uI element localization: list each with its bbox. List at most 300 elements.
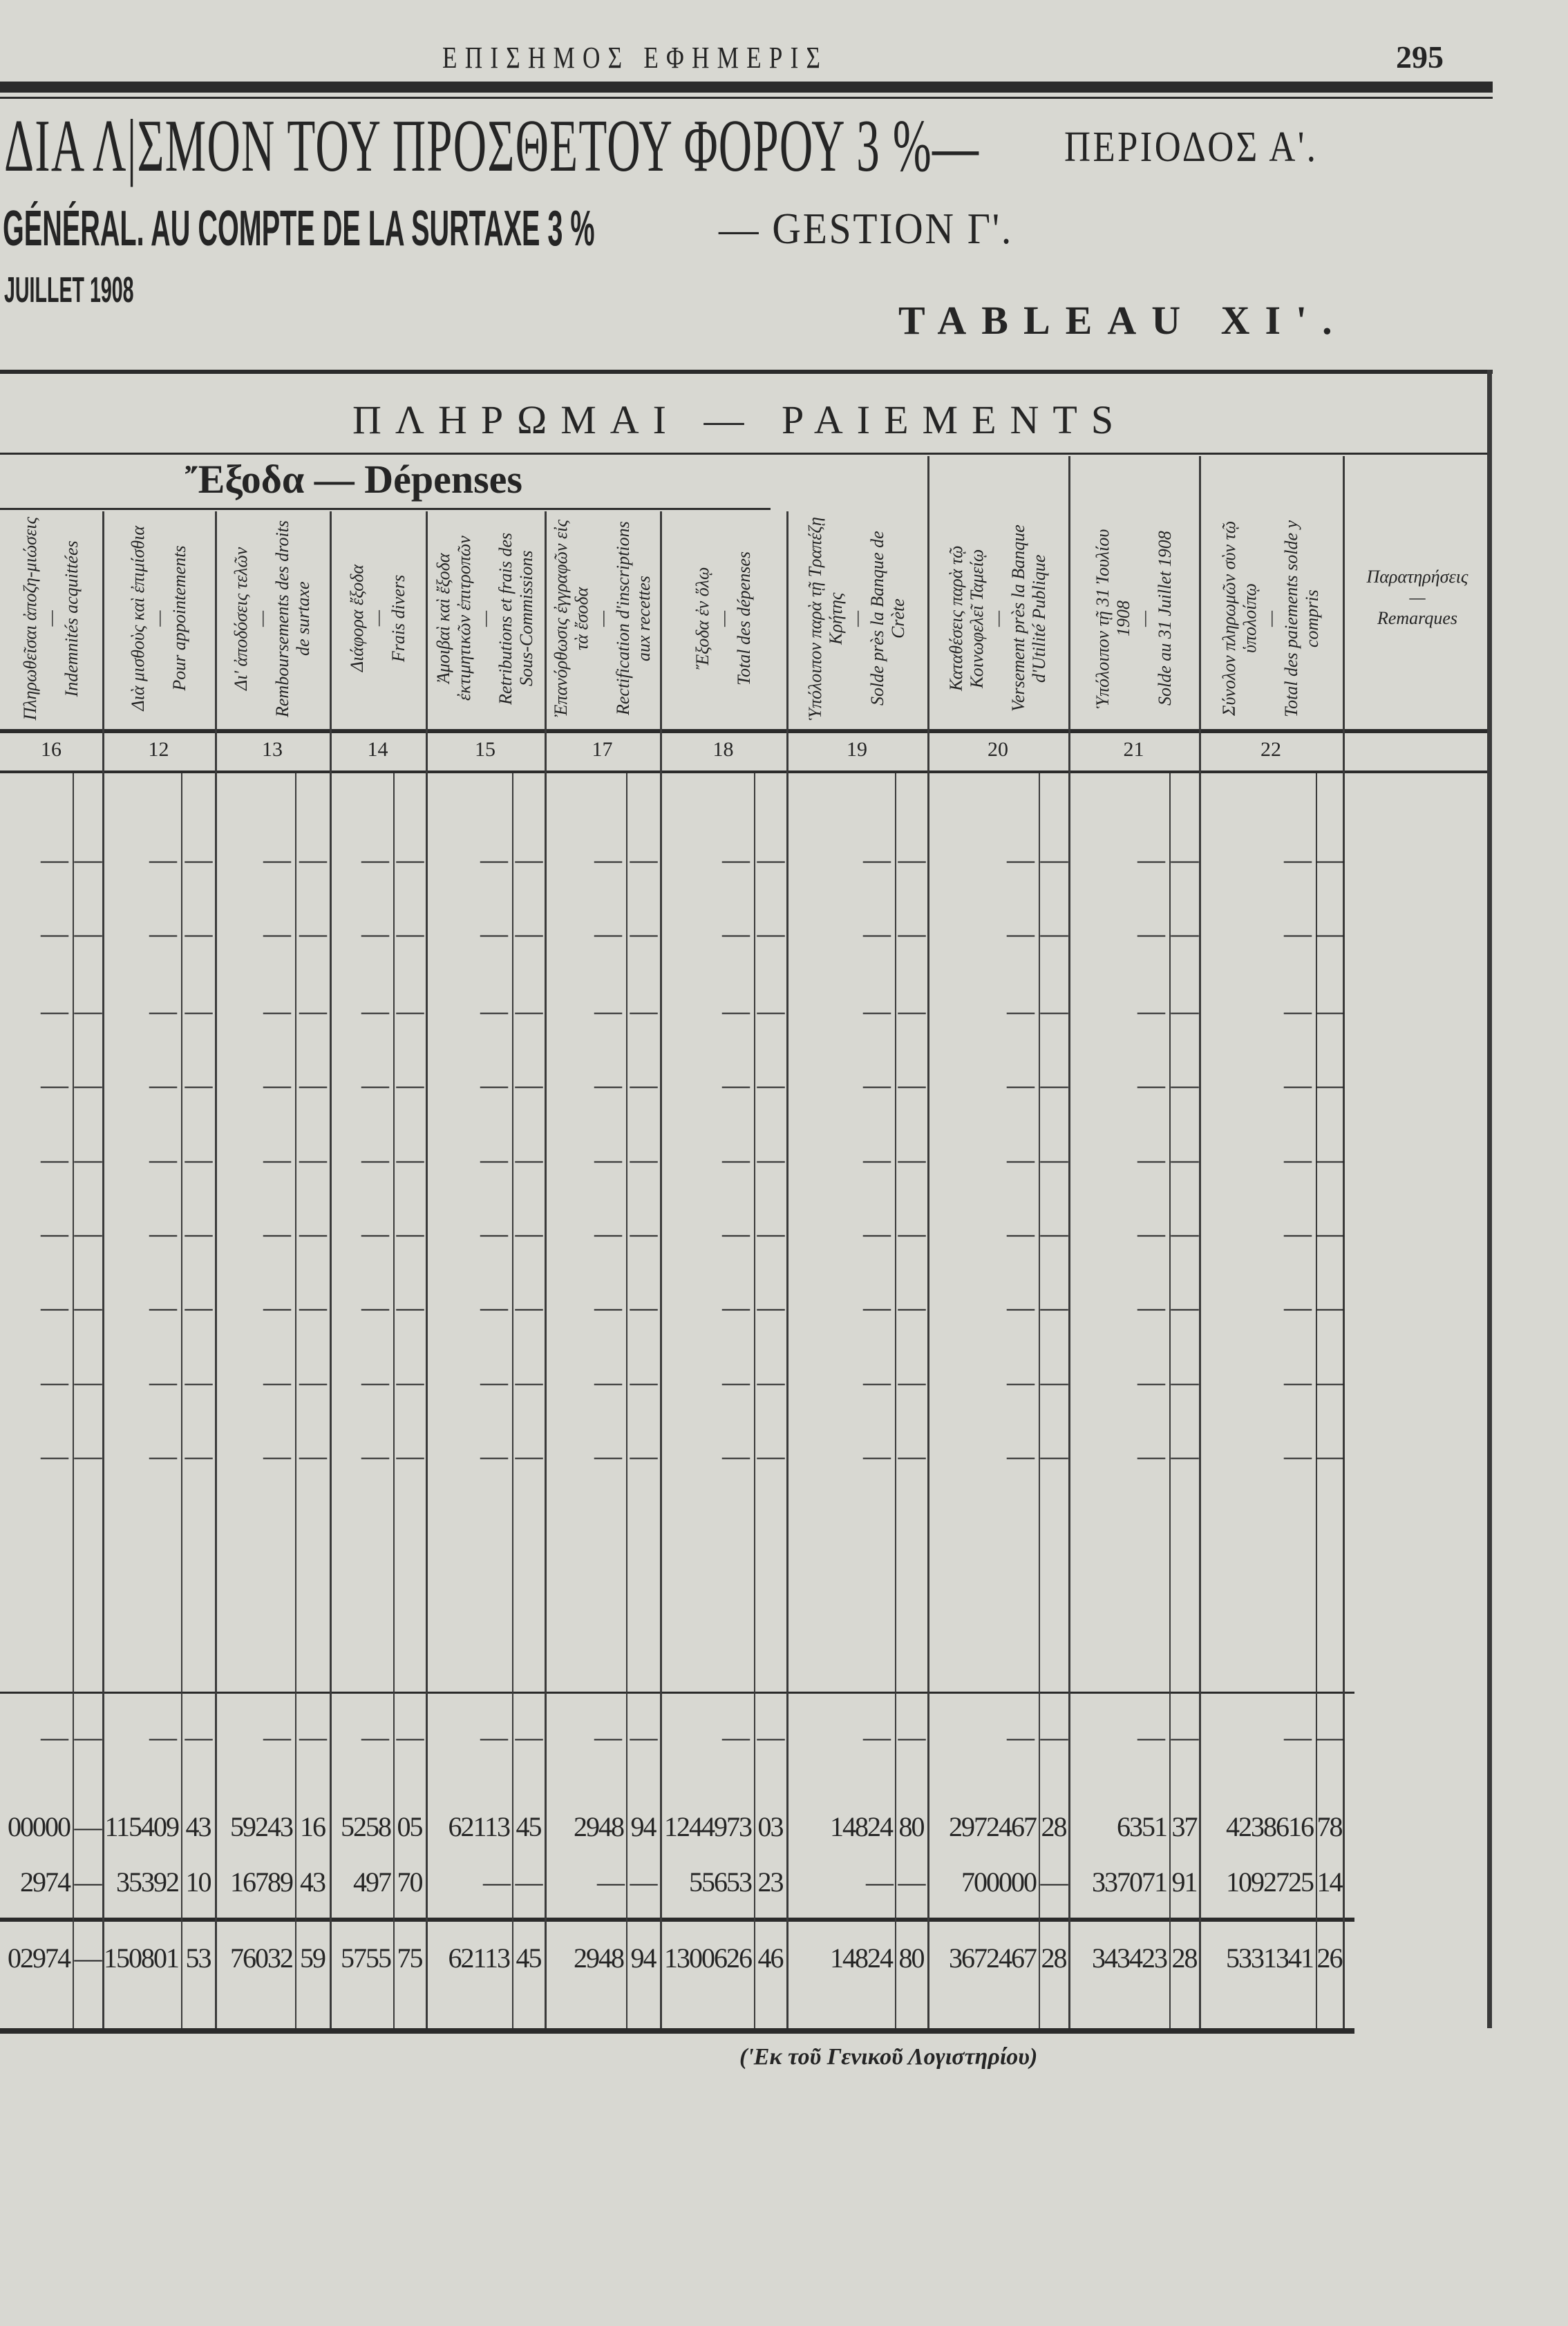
dash-cell: — xyxy=(299,1292,325,1323)
title-greek-period: ΠΕΡΙΟΔΟΣ Α'. xyxy=(1064,124,1319,171)
dash-cell: — xyxy=(396,1366,423,1397)
dash-cell: — xyxy=(630,1144,657,1175)
dash-cell: — xyxy=(361,918,388,949)
dash-cell: — xyxy=(863,1069,889,1100)
dash-cell: — xyxy=(863,995,889,1026)
dash-cell: — xyxy=(1040,1144,1067,1175)
dash-cell: — xyxy=(722,918,748,949)
dash-cell: — xyxy=(1137,1144,1164,1175)
dash-cell: — xyxy=(1040,1721,1067,1752)
dash-cell: — xyxy=(480,1069,507,1100)
column-header-sep: — xyxy=(475,610,495,627)
dash-cell: — xyxy=(1137,844,1164,875)
dash-cell: — xyxy=(396,1218,423,1249)
column-number: 22 xyxy=(1260,738,1281,761)
dash-cell: — xyxy=(515,1366,542,1397)
dash-cell: — xyxy=(722,1144,748,1175)
total-cents-cell: 94 xyxy=(630,1942,656,1974)
dash-cell: — xyxy=(1040,1069,1067,1100)
column-header-greek: Ὑπόλοιπον τῇ 31 Ἰουλίου 1908 xyxy=(1092,529,1133,708)
dash-cell: — xyxy=(630,1721,657,1752)
dash-cell: — xyxy=(722,1721,748,1752)
dash-cell: — xyxy=(1040,918,1067,949)
dash-cell: — xyxy=(515,844,542,875)
dash-cell: — xyxy=(396,918,423,949)
dash-cell: — xyxy=(515,1292,542,1323)
amount-cell: 2974 xyxy=(20,1866,70,1898)
total-amount-cell: 5755 xyxy=(341,1942,390,1974)
dash-cell: — xyxy=(630,844,657,875)
dash-cell: — xyxy=(480,1366,507,1397)
dash-cell: — xyxy=(1137,918,1164,949)
column-header-french: Total des dépenses xyxy=(733,551,754,686)
total-amount-cell: 343423 xyxy=(1092,1942,1166,1974)
column-header-greek: Ὑπόλοιπον παρὰ τῇ Τραπέζῃ Κρήτης xyxy=(805,517,846,720)
dash-cell: — xyxy=(1316,1440,1343,1471)
cents-cell: 16 xyxy=(300,1811,325,1842)
total-cents-cell: 26 xyxy=(1316,1942,1342,1974)
total-amount-cell: 76032 xyxy=(230,1942,292,1974)
remarks-header xyxy=(1345,567,1490,629)
dash-cell: — xyxy=(1137,1366,1164,1397)
dash-cell: — xyxy=(263,1144,290,1175)
table-bottom-rule xyxy=(0,2028,1354,2034)
dash-cell: — xyxy=(863,844,889,875)
dash-cell: — xyxy=(515,995,542,1026)
dash-cell: — xyxy=(1040,1440,1067,1471)
column-number: 17 xyxy=(592,738,613,761)
dash-cell: — xyxy=(722,844,748,875)
dash-cell: — xyxy=(396,1292,423,1323)
cents-cell: — xyxy=(74,1866,101,1898)
dash-cell: — xyxy=(396,995,423,1026)
column-number: 12 xyxy=(148,738,169,761)
amount-cell: 2948 xyxy=(574,1811,623,1842)
dash-cell: — xyxy=(515,1069,542,1100)
dash-cell: — xyxy=(757,844,784,875)
dash-cell: — xyxy=(515,1721,542,1752)
column-header-greek: Δι' ἀποδόσεις τελῶν xyxy=(231,547,251,690)
column-header-sep: — xyxy=(41,610,61,627)
cents-cell: 43 xyxy=(185,1811,211,1842)
dash-cell: — xyxy=(41,995,67,1026)
dash-cell: — xyxy=(299,1218,325,1249)
dash-cell: — xyxy=(863,1366,889,1397)
amount-cell: 337071 xyxy=(1092,1866,1166,1898)
dash-cell: — xyxy=(149,1069,176,1100)
column-header-sep: — xyxy=(148,610,169,627)
cents-cell: 14 xyxy=(1316,1866,1342,1898)
dash-cell: — xyxy=(41,1292,67,1323)
dash-cell: — xyxy=(757,1292,784,1323)
dash-cell: — xyxy=(185,1440,211,1471)
dash-cell: — xyxy=(1316,918,1343,949)
dash-cell: — xyxy=(594,844,621,875)
dash-cell: — xyxy=(898,1069,925,1100)
column-header-text xyxy=(231,515,314,722)
dash-cell: — xyxy=(361,1144,388,1175)
column-header-text xyxy=(433,515,537,722)
column-header-greek: Ἔξοδα ἐν ὅλῳ xyxy=(692,567,712,670)
dash-cell: — xyxy=(185,1721,211,1752)
dash-cell: — xyxy=(480,844,507,875)
total-cents-cell: 53 xyxy=(185,1942,211,1974)
dash-cell: — xyxy=(480,995,507,1026)
dash-cell: — xyxy=(630,1292,657,1323)
dash-cell: — xyxy=(630,1440,657,1471)
amount-cell: 4238616 xyxy=(1226,1811,1313,1842)
amount-cell: 1092725 xyxy=(1226,1866,1313,1898)
dash-cell: — xyxy=(149,918,176,949)
dash-cell: — xyxy=(898,1144,925,1175)
column-number: 18 xyxy=(712,738,734,761)
title-french: GÉNÉRAL. AU COMPTE DE LA SURTAXE 3 % xyxy=(3,201,595,256)
dash-cell: — xyxy=(1007,1292,1033,1323)
cents-cell: 80 xyxy=(898,1811,924,1842)
dash-cell: — xyxy=(1137,1069,1164,1100)
dash-cell: — xyxy=(1316,1069,1343,1100)
column-header-text xyxy=(805,515,909,722)
dash-cell: — xyxy=(757,1144,784,1175)
dash-cell: — xyxy=(1284,1292,1310,1323)
cents-cell: — xyxy=(74,1811,101,1842)
dash-cell: — xyxy=(1171,995,1198,1026)
dash-cell: — xyxy=(1171,1292,1198,1323)
dash-cell: — xyxy=(757,918,784,949)
dash-cell: — xyxy=(594,995,621,1026)
dash-cell: — xyxy=(1171,1721,1198,1752)
dash-cell: — xyxy=(361,1292,388,1323)
amount-cell: 700000 xyxy=(961,1866,1036,1898)
dash-cell: — xyxy=(515,918,542,949)
column-header xyxy=(545,515,660,722)
cents-cell: 45 xyxy=(516,1811,541,1842)
dash-cell: — xyxy=(898,1721,925,1752)
column-number: 13 xyxy=(262,738,283,761)
remarks-sep: — xyxy=(1409,587,1426,607)
dash-cell: — xyxy=(722,1440,748,1471)
column-number: 15 xyxy=(475,738,495,761)
amount-cell: 2972467 xyxy=(949,1811,1036,1842)
cents-cell: 43 xyxy=(300,1866,325,1898)
total-cents-cell: 28 xyxy=(1041,1942,1066,1974)
dash-cell: — xyxy=(1316,995,1343,1026)
dash-cell: — xyxy=(1284,1440,1310,1471)
amount-cell: — xyxy=(597,1866,623,1898)
total-cents-cell: 45 xyxy=(516,1942,541,1974)
dash-cell: — xyxy=(41,1144,67,1175)
dash-cell: — xyxy=(722,1218,748,1249)
column-header-greek: Ἐπανόρθωσις ἐγγραφῶν εἰς τὰ ἔσοδα xyxy=(550,520,592,717)
dash-cell: — xyxy=(594,1366,621,1397)
dash-cell: — xyxy=(1137,1440,1164,1471)
dash-cell: — xyxy=(898,844,925,875)
cents-cell: 23 xyxy=(757,1866,783,1898)
dash-cell: — xyxy=(1137,1721,1164,1752)
dash-cell: — xyxy=(1284,1366,1310,1397)
total-amount-cell: 2948 xyxy=(574,1942,623,1974)
dash-cell: — xyxy=(1137,1292,1164,1323)
dash-cell: — xyxy=(396,1069,423,1100)
column-header-greek: Ἀμοιβαὶ καὶ ἔξοδα ἐκτιμητικῶν ἐπιτροπῶν xyxy=(433,536,474,701)
dash-cell: — xyxy=(263,1721,290,1752)
cents-cell: 28 xyxy=(1041,1811,1066,1842)
dash-cell: — xyxy=(263,918,290,949)
column-header-text xyxy=(1219,515,1323,722)
dash-cell: — xyxy=(1316,844,1343,875)
dash-cell: — xyxy=(1284,918,1310,949)
dash-cell: — xyxy=(299,1366,325,1397)
dash-cell: — xyxy=(361,1440,388,1471)
dash-cell: — xyxy=(480,1218,507,1249)
dash-cell: — xyxy=(1316,1366,1343,1397)
dash-cell: — xyxy=(1284,1069,1310,1100)
dash-cell: — xyxy=(299,995,325,1026)
dash-cell: — xyxy=(480,1440,507,1471)
amount-cell: 62113 xyxy=(448,1811,509,1842)
dash-cell: — xyxy=(898,1292,925,1323)
dash-cell: — xyxy=(74,1144,101,1175)
dash-cell: — xyxy=(1284,1721,1310,1752)
column-header xyxy=(1068,515,1199,722)
column-number: 20 xyxy=(988,738,1008,761)
total-amount-cell: 5331341 xyxy=(1226,1942,1313,1974)
dash-cell: — xyxy=(1284,844,1310,875)
dash-cell: — xyxy=(1007,995,1033,1026)
dash-cell: — xyxy=(1171,1366,1198,1397)
column-header-french: Pour appointements xyxy=(169,545,189,692)
dash-cell: — xyxy=(863,1144,889,1175)
dash-cell: — xyxy=(594,918,621,949)
running-head: ΕΠΙΣΗΜΟΣ ΕΦΗΜΕΡΙΣ xyxy=(442,41,829,75)
table-top-rule xyxy=(0,370,1493,374)
amount-cell: 00000 xyxy=(8,1811,70,1842)
dash-cell: — xyxy=(74,1069,101,1100)
dash-cell: — xyxy=(149,1218,176,1249)
cents-cell: 37 xyxy=(1171,1811,1197,1842)
column-header-sep: — xyxy=(988,610,1008,627)
column-header xyxy=(786,515,927,722)
dash-cell: — xyxy=(1007,918,1033,949)
dash-cell: — xyxy=(630,1218,657,1249)
total-cents-cell: 46 xyxy=(757,1942,783,1974)
cents-cell: — xyxy=(1040,1866,1067,1898)
dash-cell: — xyxy=(1040,1218,1067,1249)
column-header-sep: — xyxy=(367,610,388,627)
dash-cell: — xyxy=(757,1440,784,1471)
amount-cell: 115409 xyxy=(104,1811,178,1842)
dash-cell: — xyxy=(361,1721,388,1752)
dash-cell: — xyxy=(630,1366,657,1397)
cents-cell: 94 xyxy=(630,1811,656,1842)
dash-cell: — xyxy=(361,1366,388,1397)
dash-cell: — xyxy=(722,1292,748,1323)
column-header-greek: Πληρωθεῖσαι ἀποζη-μιώσεις xyxy=(20,516,40,721)
column-header xyxy=(1199,515,1343,722)
column-header-french: Remboursements des droits de surtaxe xyxy=(272,520,313,717)
header-rule xyxy=(0,82,1493,93)
dash-cell: — xyxy=(757,995,784,1026)
dash-cell: — xyxy=(361,844,388,875)
dash-cell: — xyxy=(41,918,67,949)
dash-cell: — xyxy=(74,1366,101,1397)
dash-cell: — xyxy=(480,1144,507,1175)
dash-cell: — xyxy=(74,844,101,875)
column-number: 21 xyxy=(1123,738,1144,761)
column-number: 19 xyxy=(847,738,867,761)
dash-cell: — xyxy=(149,844,176,875)
dash-cell: — xyxy=(263,1440,290,1471)
dash-cell: — xyxy=(299,918,325,949)
column-header-text xyxy=(20,517,82,720)
column-header-french: Indemnités acquittées xyxy=(62,540,82,697)
dash-cell: — xyxy=(1007,1440,1033,1471)
amount-cell: 14824 xyxy=(830,1811,892,1842)
column-header-sep: — xyxy=(592,610,612,627)
dash-cell: — xyxy=(361,1069,388,1100)
title-greek: ΔΙΑ Λ|ΣΜΟΝ ΤΟΥ ΠΡΟΣΘΕΤΟΥ ΦΟΡΟΥ 3 %— xyxy=(4,105,980,187)
dash-cell: — xyxy=(898,995,925,1026)
dash-cell: — xyxy=(1171,1440,1198,1471)
dash-cell: — xyxy=(1171,844,1198,875)
amount-cell: 5258 xyxy=(341,1811,390,1842)
dash-cell: — xyxy=(757,1721,784,1752)
dash-cell: — xyxy=(1007,1069,1033,1100)
dash-cell: — xyxy=(185,844,211,875)
dash-cell: — xyxy=(898,1366,925,1397)
total-amount-cell: 14824 xyxy=(830,1942,892,1974)
dash-cell: — xyxy=(361,1218,388,1249)
dash-cell: — xyxy=(480,1292,507,1323)
cents-cell: 05 xyxy=(397,1811,422,1842)
dash-cell: — xyxy=(898,1218,925,1249)
dash-cell: — xyxy=(149,1144,176,1175)
cents-cell: 70 xyxy=(397,1866,422,1898)
column-header xyxy=(0,515,102,722)
column-header-sep: — xyxy=(847,610,867,627)
column-header xyxy=(330,515,426,722)
column-header xyxy=(102,515,215,722)
dash-cell: — xyxy=(185,1366,211,1397)
dash-cell: — xyxy=(1040,1292,1067,1323)
dash-cell: — xyxy=(722,1069,748,1100)
dash-cell: — xyxy=(74,918,101,949)
dash-cell: — xyxy=(41,1366,67,1397)
dash-cell: — xyxy=(263,1292,290,1323)
dash-cell: — xyxy=(863,1721,889,1752)
column-header-french: Solde au 31 Juillet 1908 xyxy=(1154,531,1175,706)
dash-cell: — xyxy=(898,1440,925,1471)
dash-cell: — xyxy=(74,1218,101,1249)
dash-cell: — xyxy=(1137,995,1164,1026)
dash-cell: — xyxy=(185,1292,211,1323)
dash-cell: — xyxy=(1171,1144,1198,1175)
dash-cell: — xyxy=(185,1144,211,1175)
dash-cell: — xyxy=(1007,844,1033,875)
dash-cell: — xyxy=(594,1292,621,1323)
dash-cell: — xyxy=(594,1218,621,1249)
dash-cell: — xyxy=(396,1721,423,1752)
column-header xyxy=(660,515,786,722)
dash-cell: — xyxy=(263,844,290,875)
column-header-text xyxy=(128,526,190,711)
dash-cell: — xyxy=(299,1721,325,1752)
dash-cell: — xyxy=(863,1292,889,1323)
dash-cell: — xyxy=(863,1218,889,1249)
dash-cell: — xyxy=(41,1069,67,1100)
column-header-text xyxy=(692,551,755,685)
dash-cell: — xyxy=(480,1721,507,1752)
column-header-greek: Σύνολον πληρωμῶν σὺν τῷ ὑπολοίπῳ xyxy=(1219,520,1260,717)
amount-cell: — xyxy=(483,1866,509,1898)
column-header-french: Total des paiements solde y compris xyxy=(1281,520,1322,717)
dash-cell: — xyxy=(594,1721,621,1752)
dash-cell: — xyxy=(1316,1218,1343,1249)
dash-cell: — xyxy=(74,995,101,1026)
total-cents-cell: 80 xyxy=(898,1942,924,1974)
dash-cell: — xyxy=(41,1721,67,1752)
amount-cell: 1244973 xyxy=(664,1811,751,1842)
dash-cell: — xyxy=(1040,844,1067,875)
dash-cell: — xyxy=(1171,918,1198,949)
column-header xyxy=(927,515,1068,722)
dash-cell: — xyxy=(185,995,211,1026)
cents-cell: — xyxy=(898,1866,925,1898)
dash-cell: — xyxy=(480,918,507,949)
amount-cell: 35392 xyxy=(116,1866,178,1898)
tableau-label: TABLEAU XI'. xyxy=(898,298,1348,343)
section-title: ΠΛΗΡΩΜΑΙ — PAIEMENTS xyxy=(352,397,1128,442)
total-cents-cell: 75 xyxy=(397,1942,422,1974)
column-header-french: Solde près la Banque de Crète xyxy=(867,531,908,706)
amount-cell: 16789 xyxy=(230,1866,292,1898)
dash-cell: — xyxy=(1171,1069,1198,1100)
dash-cell: — xyxy=(41,1218,67,1249)
cents-cell: 10 xyxy=(185,1866,211,1898)
total-amount-cell: 3672467 xyxy=(949,1942,1036,1974)
dash-cell: — xyxy=(149,1366,176,1397)
dash-cell: — xyxy=(299,844,325,875)
remarks-french: Remarques xyxy=(1377,608,1457,628)
dash-cell: — xyxy=(185,918,211,949)
dash-cell: — xyxy=(1137,1218,1164,1249)
dash-cell: — xyxy=(41,844,67,875)
amount-cell: — xyxy=(866,1866,892,1898)
total-amount-cell: 1300626 xyxy=(664,1942,751,1974)
dash-cell: — xyxy=(74,1292,101,1323)
column-header-sep: — xyxy=(252,610,272,627)
dash-cell: — xyxy=(149,995,176,1026)
column-header-sep: — xyxy=(712,610,733,627)
dash-cell: — xyxy=(1316,1292,1343,1323)
dash-cell: — xyxy=(263,1218,290,1249)
dash-cell: — xyxy=(299,1144,325,1175)
dash-cell: — xyxy=(361,995,388,1026)
total-amount-cell: 62113 xyxy=(448,1942,509,1974)
total-amount-cell: 150801 xyxy=(104,1942,178,1974)
footer-source: ('Εκ τοῦ Γενικοῦ Λογιστηρίου) xyxy=(739,2044,1038,2070)
total-cents-cell: 28 xyxy=(1171,1942,1197,1974)
dash-cell: — xyxy=(898,918,925,949)
column-header-greek: Καταθέσεις παρὰ τῷ Κοινωφελεῖ Ταμείῳ xyxy=(946,545,987,692)
remarks-greek: Παρατηρήσεις xyxy=(1366,567,1468,587)
column-header-sep: — xyxy=(1133,610,1154,627)
total-cents-cell: 59 xyxy=(300,1942,325,1974)
dash-cell: — xyxy=(263,995,290,1026)
body-bottom-rule xyxy=(0,1692,1354,1694)
dash-cell: — xyxy=(1284,995,1310,1026)
dash-cell: — xyxy=(1007,1366,1033,1397)
